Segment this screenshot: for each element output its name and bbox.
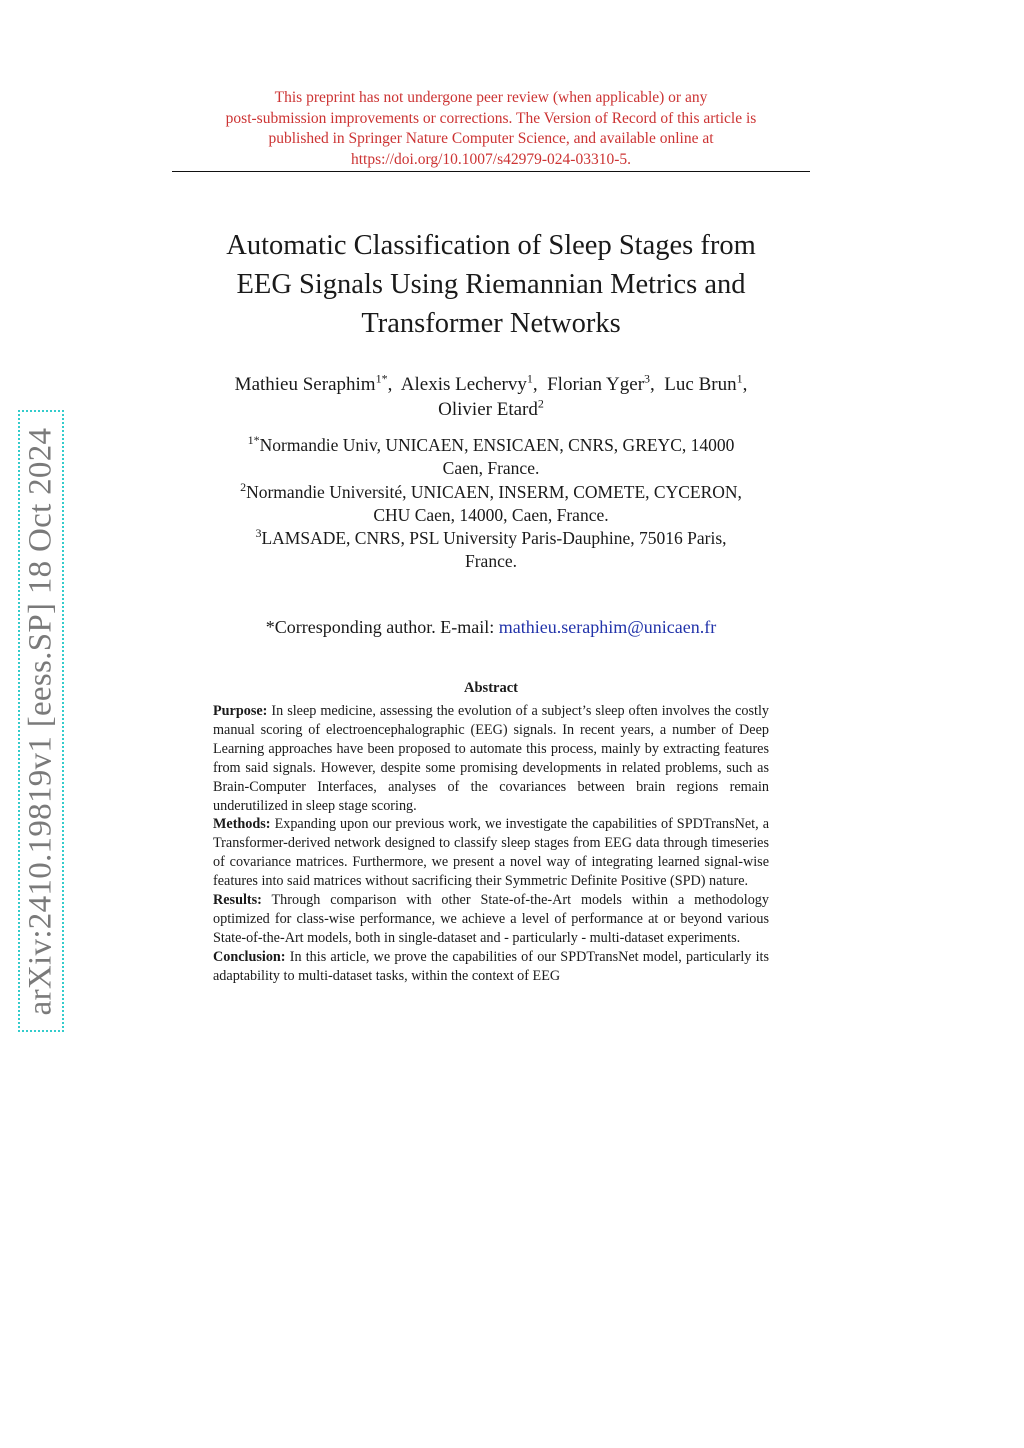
author-list: Mathieu Seraphim$^{1*}$, Alexis Lechervy$^1$, Florian Yger$^3$, Luc Brun$^1$, Olivier Etard$^2$ xyxy=(234,371,748,420)
title-line: Transformer Networks xyxy=(361,308,621,339)
affiliation-cont: France. xyxy=(465,551,517,572)
notice-divider xyxy=(172,171,810,172)
abstract-section: Purpose: In sleep medicine, assessing the evolution of a subject’s sleep often involves the costly manual scoring of electroencephalographic (EEG) signals. In recent years, a number of Deep Learning approaches have been proposed to automate this process, mainly by extracting features from said signals. However, despite some promising developments in related problems, such as Brain-Computer Interfaces, analyses of the covariances between brain regions remain underutilized in sleep stage scoring. xyxy=(213,703,769,814)
affiliation-cont: CHU Caen, 14000, Caen, France. xyxy=(373,504,609,525)
abstract-section: Results: Through comparison with other State-of-the-Art models within a methodology optimized for class-wise performance, we achieve a level of performance at or beyond various State-of-the-Art models, both in single-dataset and - particularly - multi-dataset experiments. xyxy=(213,892,769,946)
notice-line: This preprint has not undergone peer review (when applicable) or any xyxy=(274,89,708,106)
abstract-body xyxy=(213,702,769,986)
author-name: Florian Yger xyxy=(547,374,645,395)
author-name: Luc Brun xyxy=(664,374,737,395)
arxiv-stamp[interactable] xyxy=(18,410,64,1032)
affiliation: $^3$LAMSADE, CNRS, PSL University Paris-Dauphine, 75016 Paris, xyxy=(255,526,727,549)
corresponding-label: *Corresponding author. E-mail: xyxy=(265,617,499,637)
corresponding-author xyxy=(172,615,810,639)
author-name: Alexis Lechervy xyxy=(400,374,527,395)
preprint-notice xyxy=(172,88,810,170)
author-name: Mathieu Seraphim xyxy=(234,374,376,395)
author-sup: 1* xyxy=(375,371,388,386)
title-line: EEG Signals Using Riemannian Metrics and xyxy=(236,269,746,300)
author-sup: 3 xyxy=(644,371,651,386)
author-sup: 2 xyxy=(537,396,544,411)
notice-line: published in Springer Nature Computer Science, and available online at xyxy=(268,130,714,147)
affiliations xyxy=(172,434,810,574)
paper-title xyxy=(172,226,810,343)
affiliation: $^2$Normandie Université, UNICAEN, INSERM, COMETE, CYCERON, xyxy=(240,479,742,502)
author-name: Olivier Etard xyxy=(438,399,538,420)
author-sup: 1 xyxy=(526,371,533,386)
arxiv-stamp-text: arXiv:2410.19819v1 [eess.SP] 18 Oct 2024 xyxy=(22,427,59,1015)
author-sup: 1 xyxy=(736,371,743,386)
abstract-heading: Abstract xyxy=(464,680,518,696)
abstract-section: Methods: Expanding upon our previous work, we investigate the capabilities of SPDTransNet, a Transformer-derived network designed to classify sleep stages from EEG data through timeseries of covariance matrices. Furthermore, we present a novel way of integrating learned signal-wise features into said matrices without sacrificing their Symmetric Definite Positive (SPD) nature. xyxy=(213,816,769,890)
notice-doi-link[interactable]: https://doi.org/10.1007/s42979-024-03310-5. xyxy=(350,150,631,168)
abstract-section: Conclusion: In this article, we prove the capabilities of our SPDTransNet model, particularly its adaptability to multi-dataset tasks, within the context of EEG xyxy=(213,948,769,984)
affiliation-cont: Caen, France. xyxy=(442,458,540,479)
email-link[interactable]: mathieu.seraphim@unicaen.fr xyxy=(498,617,717,637)
title-line: Automatic Classification of Sleep Stages from xyxy=(226,230,756,261)
affiliation: $^{1*}$Normandie Univ, UNICAEN, ENSICAEN, CNRS, GREYC, 14000 xyxy=(247,433,735,455)
notice-line: post-submission improvements or corrections. The Version of Record of this article is xyxy=(225,109,757,127)
